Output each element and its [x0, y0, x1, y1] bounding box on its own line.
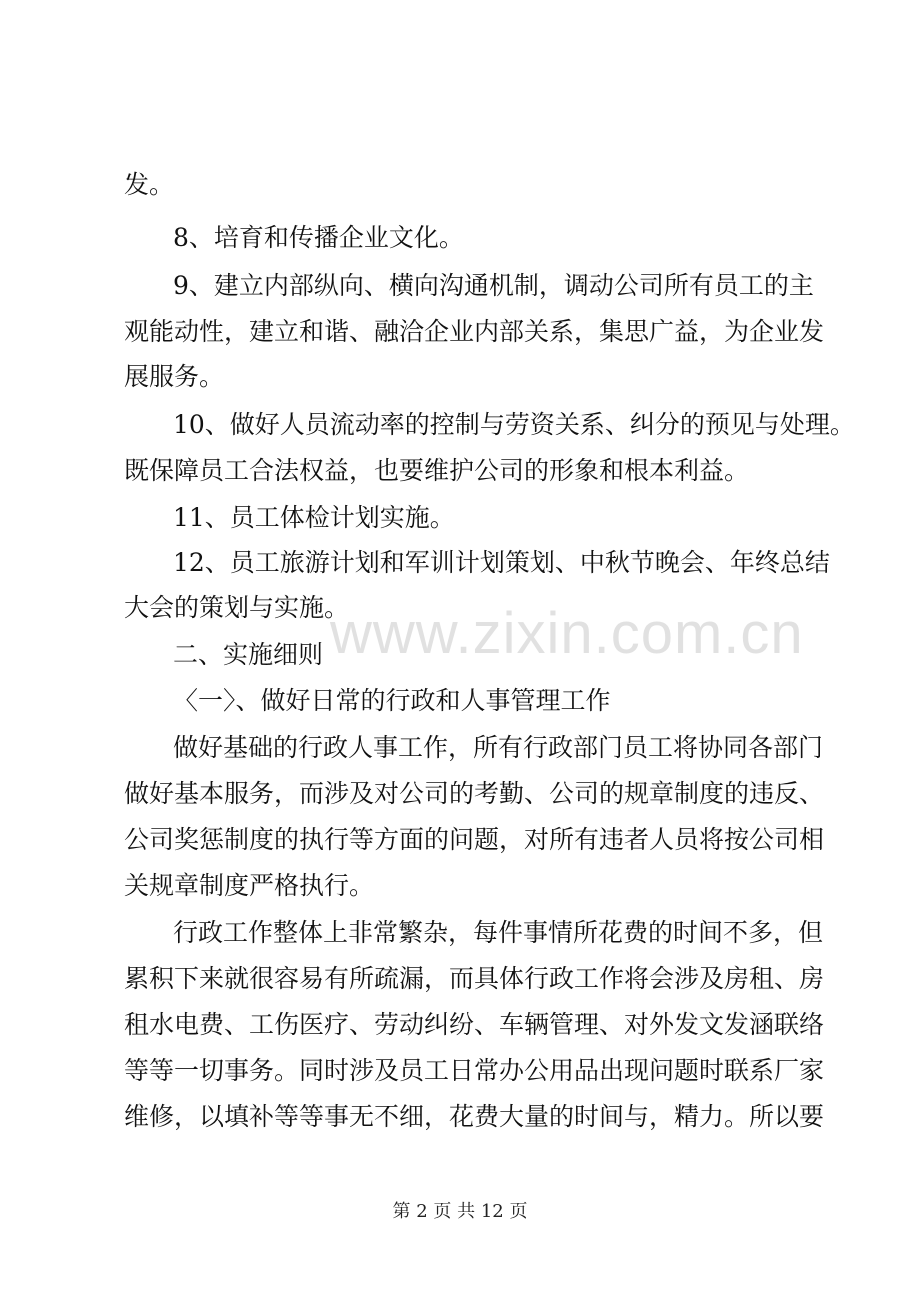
text-line-21: 维修，以填补等等事无不细，花费大量的时间与，精力。所以要: [124, 1102, 825, 1131]
text-line-6: 10、做好人员流动率的控制与劳资关系、纠分的预见与处理。: [173, 410, 855, 439]
text-line-1: 发。: [124, 170, 175, 199]
text-line-7: 既保障员工合法权益，也要维护公司的形象和根本利益。: [124, 456, 750, 485]
text-line-15: 公司奖惩制度的执行等方面的问题，对所有违者人员将按公司相: [124, 825, 825, 854]
text-line-16: 关规章制度严格执行。: [124, 871, 375, 900]
text-line-19: 租水电费、工伤医疗、劳动纠纷、车辆管理、对外发文发涵联络: [124, 1010, 825, 1039]
text-line-4: 观能动性，建立和谐、融洽企业内部关系，集思广益，为企业发: [124, 317, 825, 346]
text-line-17: 行政工作整体上非常繁杂，每件事情所花费的时间不多，但: [173, 918, 824, 947]
text-line-18: 累积下来就很容易有所疏漏，而具体行政工作将会涉及房租、房: [124, 964, 825, 993]
watermark: www.zixin.com.cn: [330, 601, 804, 666]
text-line-5: 展服务。: [124, 362, 225, 391]
text-line-11: 二、实施细则: [173, 640, 324, 669]
text-line-13: 做好基础的行政人事工作，所有行政部门员工将协同各部门: [173, 733, 824, 762]
page-number-footer: 第 2 页 共 12 页: [392, 1201, 528, 1222]
text-line-8: 11、员工体检计划实施。: [173, 503, 455, 532]
text-line-3: 9、建立内部纵向、横向沟通机制，调动公司所有员工的主: [173, 271, 814, 300]
text-line-2: 8、培育和传播企业文化。: [173, 223, 464, 252]
text-line-10: 大会的策划与实施。: [124, 593, 350, 622]
text-line-9: 12、员工旅游计划和军训计划策划、中秋节晚会、年终总结: [173, 548, 830, 577]
text-line-12: 〈一〉、做好日常的行政和人事管理工作: [173, 686, 611, 715]
text-line-20: 等等一切事务。同时涉及员工日常办公用品出现问题时联系厂家: [124, 1056, 825, 1085]
text-line-14: 做好基本服务，而涉及对公司的考勤、公司的规章制度的违反、: [124, 779, 825, 808]
